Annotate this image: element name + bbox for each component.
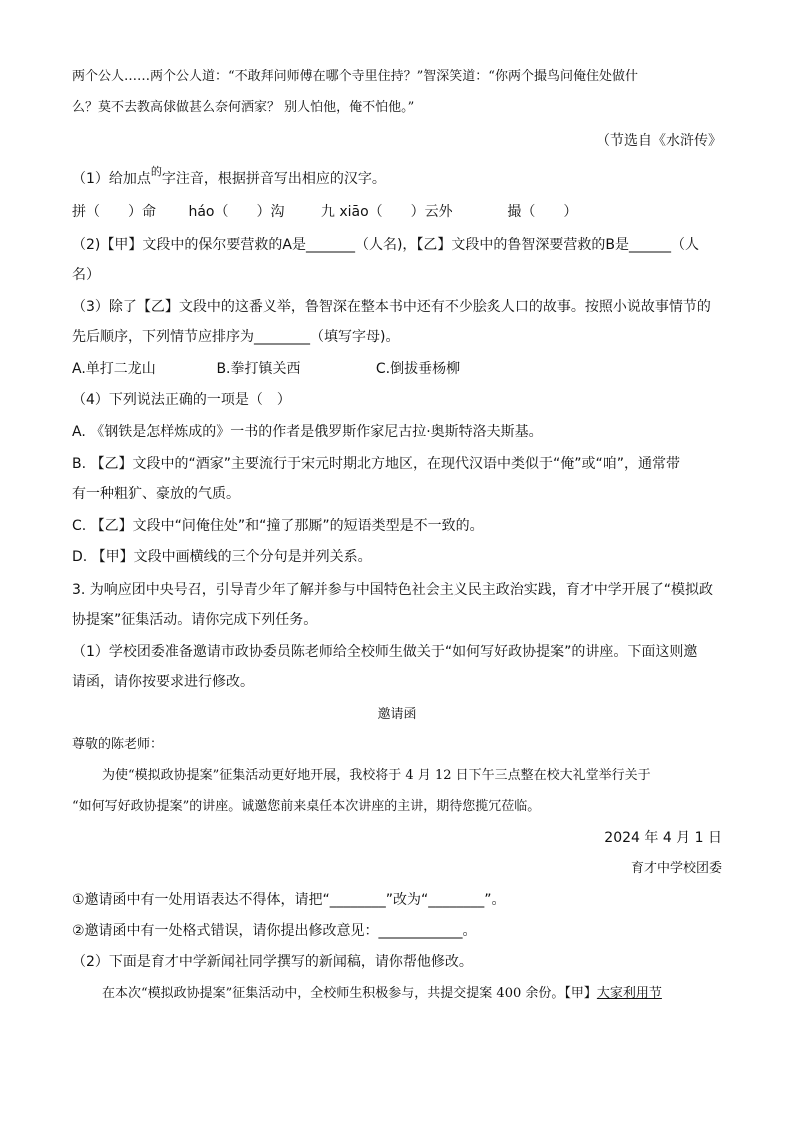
news-underlined-text: 大家利用节 [596, 986, 662, 1001]
q2-line-2: 名） [72, 267, 100, 283]
q1-item-3: 九 xiāo（ ）云外 [320, 204, 453, 220]
letter-date: 2024 年 4 月 1 日 [604, 830, 722, 846]
q4-option-c: C. 【乙】文段中“问俺住处”和“撞了那厮”的短语类型是不一致的。 [72, 518, 484, 534]
news-draft-line [72, 985, 722, 1003]
q4-option-b-line-1: B. 【乙】文段中的“酒家”主要流行于宋元时期北方地区，在现代汉语中类似于“俺”或“咱”，通常带 [72, 456, 681, 472]
q1-item-2: háo（ ）沟 [188, 204, 285, 220]
question-1-stem [72, 165, 722, 189]
letter-title: 邀请函 [377, 707, 417, 722]
q3-option-b: B.拳打镇关西 [216, 361, 301, 377]
q4-option-d: D. 【甲】文段中画横线的三个分句是并列关系。 [72, 549, 372, 565]
q1-item-1: 拼（ ）命 [72, 204, 156, 220]
q2-line-1: （2)【甲】文段中的保尔要营救的A是_______（人名)，【乙】文段中的鲁智深要营救的B是______（人 [72, 237, 700, 253]
question-3-sub1-line-1: （1）学校团委准备邀请市政协委员陈老师给全校师生做关于“如何写好政协提案”的讲座。下面这则邀 [72, 644, 698, 660]
q1-items-row [72, 203, 722, 221]
q3-options-row [72, 360, 722, 378]
passage-line-2: 么？莫不去教高俅做甚么奈何洒家？ 别人怕他，俺不怕他。” [72, 100, 415, 115]
q1-dot-mark: 的 [150, 165, 162, 178]
q3-line-2: 先后顺序，下列情节应排序为________（填写字母)。 [72, 329, 400, 345]
letter-signature: 育才中学校团委 [630, 861, 722, 876]
q4-stem: （4）下列说法正确的一项是（ ） [72, 392, 291, 408]
q3-line-1: （3）除了【乙】文段中的这番义举，鲁智深在整本书中还有不少脍炙人口的故事。按照小说故事情节的 [72, 299, 711, 315]
passage-line-1: 两个公人……两个公人道：“不敢拜问师傅在哪个寺里住持？”智深笑道：“你两个撮鸟问俺住处做什 [72, 69, 638, 84]
q3-option-c: C.倒拔垂杨柳 [375, 361, 461, 377]
letter-body-line-1: 为使“模拟政协提案”征集活动更好地开展，我校将于 4 月 12 日下午三点整在校大礼堂举行关于 [102, 768, 651, 783]
letter-salutation: 尊敬的陈老师： [72, 737, 164, 752]
passage-source: （节选自《水浒传》 [596, 133, 722, 149]
q3-option-a: A.单打二龙山 [72, 361, 156, 377]
q4-option-a: A. 《钢铁是怎样炼成的》一书的作者是俄罗斯作家尼古拉·奥斯特洛夫斯基。 [72, 424, 543, 440]
question-3-sub1-line-2: 请函，请你按要求进行修改。 [72, 674, 254, 690]
task-2: ②邀请函中有一处格式错误，请你提出修改意见：____________。 [72, 923, 477, 939]
q4-option-b-line-2: 有一种粗犷、豪放的气质。 [72, 486, 240, 502]
letter-body-line-2: “如何写好政协提案”的讲座。诚邀您前来桌任本次讲座的主讲，期待您揽冗莅临。 [72, 799, 541, 814]
task-1: ①邀请函中有一处用语表达不得体，请把“________”改为“________”。 [72, 892, 506, 908]
question-3-line-1: 3. 为响应团中央号召，引导青少年了解并参与中国特色社会主义民主政治实践，育才中学开展了“模拟政 [72, 582, 714, 598]
q1-text-b: 字注音，根据拼音写出相应的汉字。 [161, 171, 386, 187]
q1-item-4: 撮（ ） [507, 204, 578, 220]
news-draft-text: 在本次“模拟政协提案”征集活动中，全校师生积极参与，共提交提案 400 余份。【甲】 [102, 986, 597, 1001]
question-3-line-2: 协提案”征集活动。请你完成下列任务。 [72, 612, 318, 628]
q1-text-a: （1）给加点 [72, 171, 151, 187]
task-3: （2）下面是育才中学新闻社同学撰写的新闻稿，请你帮他修改。 [72, 954, 473, 970]
